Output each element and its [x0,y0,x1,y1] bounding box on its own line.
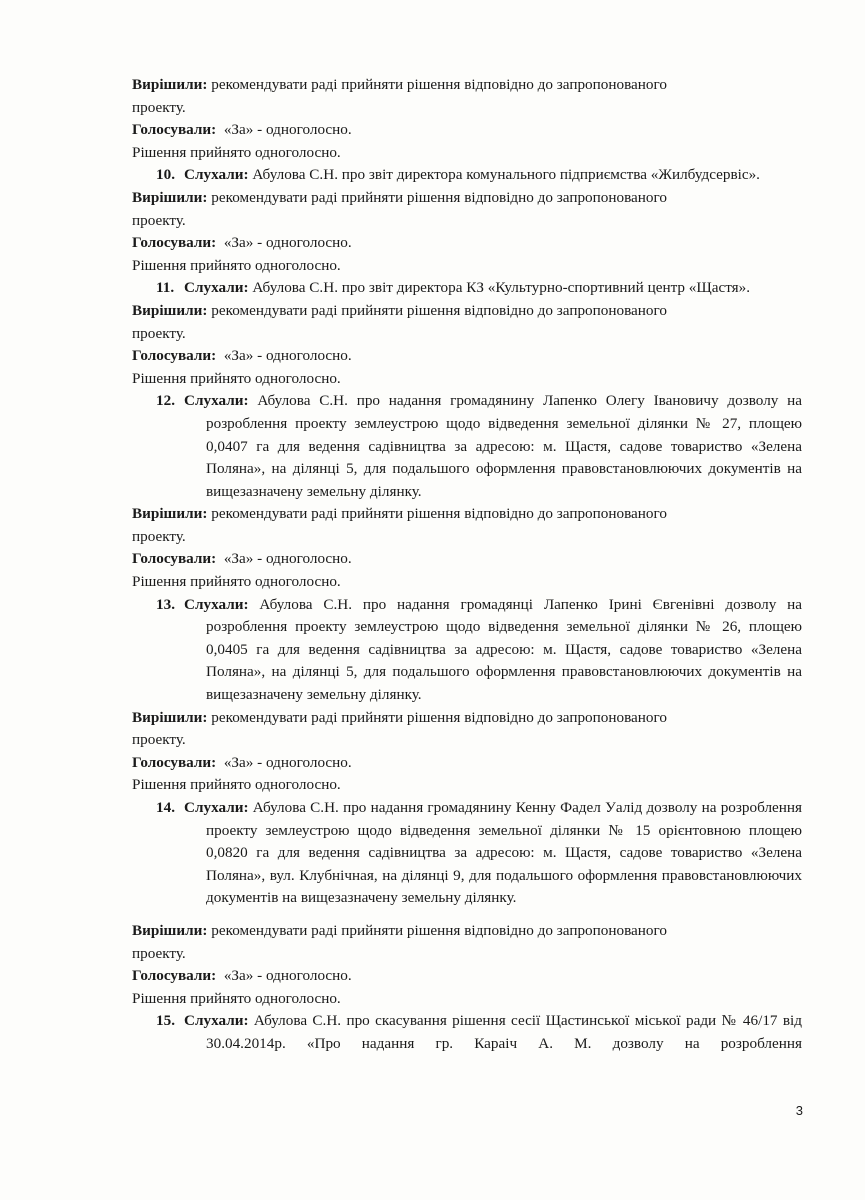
decided-text: рекомендувати раді прийняти рішення відповідно до запропонованого [211,921,667,939]
decided-label: Вирішили: [132,76,208,93]
item-number: 15. [156,1012,175,1030]
agenda-item-15 [156,1010,802,1055]
accepted-text: Рішення прийнято одноголосно. [132,989,341,1007]
accepted-text: Рішення прийнято одноголосно. [132,573,341,591]
decided-text-end: проекту. [132,731,186,749]
voted-label: Голосували: [132,234,217,252]
heard-label: Слухали: [184,595,249,613]
item-text: Абулова С.Н. про звіт директора комунального підприємства «Жилбудсервіс». [252,166,760,184]
decided-text-end: проекту. [132,98,186,116]
voted-text: «За» - одноголосно. [223,753,352,771]
decided-label: Вирішили: [132,921,208,939]
item-text: Абулова С.Н. про надання громадянину Лапенко Олегу Івановичу дозволу на розроблення проекту землеустрою щодо відведення земельної ділянки № 27, площею 0,0407 га для ведення садівництва за адресою: м. Щастя, садове товариство «Зелена Поляна», на ділянці 5, для подальшого оформлення правовстановлюючих документів на вищезазначену земельну ділянку. [206,392,802,500]
item-text: Абулова С.Н. про надання громадянці Лапенко Ірині Євгенівні дозволу на розроблення проекту землеустрою щодо відведення земельної ділянки № 26, площею 0,0405 га для ведення садівництва за адресою: м. Щастя, садове товариство «Зелена Поляна», на ділянці 5, для подальшого оформлення правовстановлюючих документів на вищезазначену земельну ділянку. [206,595,803,704]
item-text: Абулова С.Н. про надання громадянину Кенну Фадел Уалід дозволу на розроблення проекту землеустрою щодо відведення земельної ділянки № 15 орієнтовною площею 0,0820 га для ведення садівництва за адресою: м. Щастя, садове товариство «Зелена Поляна», вул. Клубнічная, на ділянці 9, для подальшого оформлення правовстановлюючих документів на вищезазначену земельну ділянку. [206,799,803,907]
decision-block [132,187,802,277]
document-page [132,74,802,1056]
voted-label: Голосували: [132,121,217,139]
decided-text-end: проекту. [132,944,186,962]
voted-text: «За» - одноголосно. [223,234,352,252]
item-number: 13. [156,595,175,613]
decision-block [132,300,802,390]
decided-text-end: проекту. [132,324,186,342]
item-text: Абулова С.Н. про скасування рішення сесії Щастинської міської ради № 46/17 від 30.04.2014р. «Про надання гр. Караіч А. М. дозволу на розроблення [206,1012,802,1052]
voted-label: Голосували: [132,967,217,985]
decided-text: рекомендувати раді прийняти рішення відповідно до запропонованого [211,76,667,93]
voted-text: «За» - одноголосно. [223,550,352,568]
agenda-item-14 [156,797,802,910]
accepted-text: Рішення прийнято одноголосно. [132,143,341,161]
heard-label: Слухали: [184,1012,249,1030]
voted-text: «За» - одноголосно. [223,967,352,985]
accepted-text: Рішення прийнято одноголосно. [132,369,341,387]
accepted-text: Рішення прийнято одноголосно. [132,256,341,274]
item-number: 11. [156,279,175,297]
agenda-item-11 [156,277,802,300]
decided-text: рекомендувати раді прийняти рішення відповідно до запропонованого [211,301,667,319]
decided-text-end: проекту. [132,211,186,229]
agenda-item-13 [156,594,802,707]
item-number: 12. [156,392,175,410]
heard-label: Слухали: [184,279,249,297]
decision-block [132,707,802,797]
decision-block [132,74,802,164]
decided-label: Вирішили: [132,188,208,206]
heard-label: Слухали: [184,392,249,410]
heard-label: Слухали: [184,799,249,816]
decided-label: Вирішили: [132,505,208,523]
voted-text: «За» - одноголосно. [223,121,352,139]
voted-label: Голосували: [132,753,217,771]
item-text: Абулова С.Н. про звіт директора КЗ «Культурно-спортивний центр «Щастя». [252,279,751,297]
voted-text: «За» - одноголосно. [223,347,352,365]
decided-text: рекомендувати раді прийняти рішення відповідно до запропонованого [211,505,667,523]
decision-block [132,503,802,593]
agenda-item-10 [156,164,802,187]
decided-text-end: проекту. [132,527,186,545]
accepted-text: Рішення прийнято одноголосно. [132,776,341,794]
spacer [132,910,802,920]
agenda-item-12 [156,390,802,503]
decided-label: Вирішили: [132,301,208,319]
item-number: 10. [156,166,175,184]
decided-text: рекомендувати раді прийняти рішення відповідно до запропонованого [211,708,667,726]
heard-label: Слухали: [184,166,249,184]
decided-text: рекомендувати раді прийняти рішення відповідно до запропонованого [211,188,667,206]
page-number: 3 [795,1103,803,1118]
decided-label: Вирішили: [132,708,208,726]
voted-label: Голосували: [132,347,217,365]
item-number: 14. [156,799,175,816]
decision-block [132,920,802,1010]
voted-label: Голосували: [132,550,217,568]
